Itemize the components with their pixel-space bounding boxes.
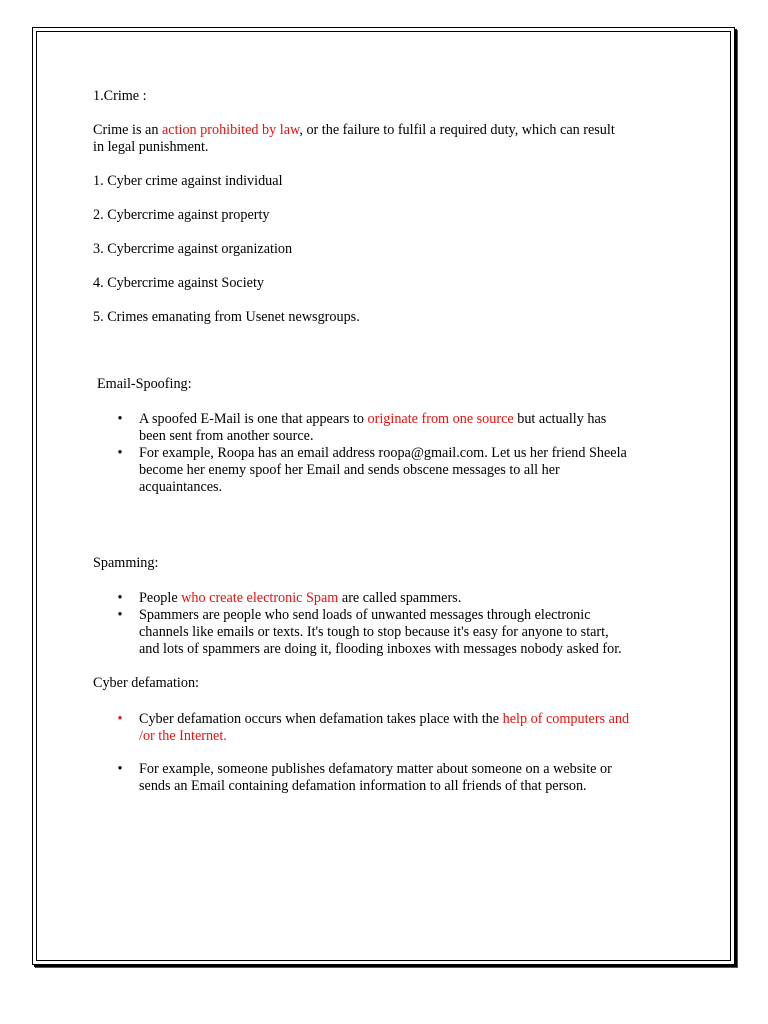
- bullet-highlight: who create electronic Spam: [181, 590, 339, 606]
- bullet-icon: •: [117, 590, 123, 606]
- crime-type-1: 1. Cyber crime against individual: [93, 173, 283, 189]
- spamming-list: [93, 590, 683, 658]
- list-spacer: [93, 745, 683, 761]
- bullet-icon: •: [117, 411, 123, 427]
- list-item: [93, 761, 683, 795]
- crime-type-2: 2. Cybercrime against property: [93, 207, 270, 223]
- bullet-text: acquaintances.: [139, 479, 223, 495]
- spamming-heading: Spamming:: [93, 555, 159, 571]
- crime-definition-highlight: action prohibited by law: [161, 122, 300, 138]
- email-spoofing-list: [93, 411, 683, 496]
- bullet-text: become her enemy spoof her Email and sends obscene messages to all her: [139, 462, 560, 478]
- bullet-text: People: [139, 590, 182, 606]
- bullet-text: For example, someone publishes defamatory matter about someone on a website or: [139, 761, 612, 777]
- crime-type-5: 5. Crimes emanating from Usenet newsgroups.: [93, 309, 360, 325]
- bullet-text: are called spammers.: [338, 590, 462, 606]
- bullet-text: Cyber defamation occurs when defamation takes place with the: [139, 711, 503, 727]
- list-item: [93, 711, 683, 745]
- list-item: [93, 445, 683, 496]
- crime-definition-line2: in legal punishment.: [93, 139, 209, 155]
- crime-heading: 1.Crime :: [93, 88, 147, 104]
- bullet-icon: •: [117, 711, 123, 727]
- list-item: [93, 607, 683, 658]
- bullet-highlight: help of computers and: [502, 711, 630, 727]
- list-item: [93, 411, 683, 445]
- bullet-text: Spammers are people who send loads of unwanted messages through electronic: [139, 607, 591, 623]
- crime-type-4: 4. Cybercrime against Society: [93, 275, 264, 291]
- bullet-highlight: originate from one source: [367, 411, 514, 427]
- bullet-text: been sent from another source.: [139, 428, 314, 444]
- document-body: [93, 88, 683, 795]
- bullet-icon: •: [117, 445, 123, 461]
- crime-definition-post: , or the failure to fulfil a required duty, which can result: [299, 122, 615, 138]
- bullet-text: A spoofed E-Mail is one that appears to: [139, 411, 368, 427]
- email-spoofing-heading: Email-Spoofing:: [97, 376, 192, 392]
- bullet-text: but actually has: [513, 411, 607, 427]
- bullet-icon: •: [117, 761, 123, 777]
- bullet-text: sends an Email containing defamation information to all friends of that person.: [139, 778, 587, 794]
- bullet-highlight: /or the Internet.: [139, 728, 227, 744]
- list-item: [93, 590, 683, 607]
- bullet-text: For example, Roopa has an email address roopa@gmail.com. Let us her friend Sheela: [139, 445, 627, 461]
- bullet-icon: •: [117, 607, 123, 623]
- crime-definition-pre: Crime is an: [93, 122, 162, 138]
- crime-type-3: 3. Cybercrime against organization: [93, 241, 293, 257]
- cyber-defamation-list: [93, 711, 683, 795]
- bullet-text: and lots of spammers are doing it, flooding inboxes with messages nobody asked for.: [139, 641, 622, 657]
- crime-definition: [93, 122, 683, 156]
- bullet-text: channels like emails or texts. It's tough to stop because it's easy for anyone to start,: [139, 624, 609, 640]
- cyber-defamation-heading: Cyber defamation:: [93, 675, 199, 691]
